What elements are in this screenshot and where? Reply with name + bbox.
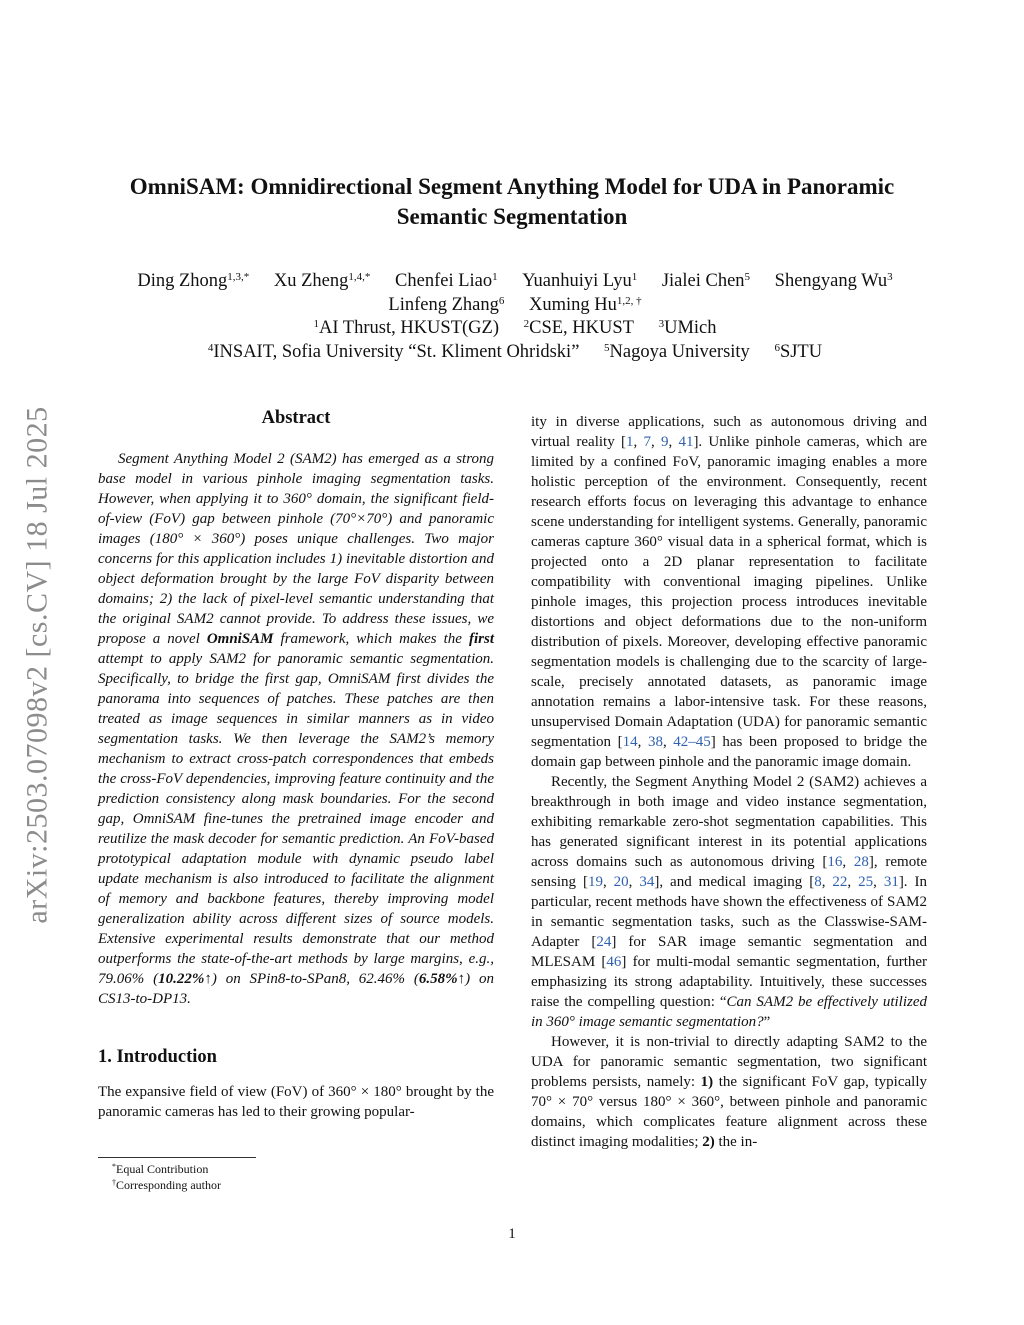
left-column <box>98 408 494 1122</box>
author: Ding Zhong$^{1,3,*}$ <box>137 271 250 291</box>
citation-link[interactable]: 1 <box>625 434 634 450</box>
author: Chenfei Liao$^1$ <box>395 271 498 291</box>
citation-link[interactable]: 22 <box>832 874 848 890</box>
affiliation: $^6$SJTU <box>774 341 823 362</box>
citation-link[interactable]: 24 <box>596 934 612 950</box>
affiliation: $^2$CSE, HKUST <box>523 318 634 338</box>
affiliation-row-1 <box>90 317 940 341</box>
author: Xu Zheng$^{1,4,*}$ <box>273 271 371 291</box>
body-paragraph-2: Recently, the Segment Anything Model 2 (SAM2) achieves a breakthrough in both image and video instance segmentation, exhibiting remarkable zero-shot segmentation capabilities. This has generated significant interest in its potential applications across domains such as autonomous driving [16, 28], remote sensing [19, 20, 34], and medical imaging [8, 22, 25, 31]. In particular, recent methods have shown the effectiveness of SAM2 in semantic segmentation tasks, such as the Classwise-SAM-Adapter [24] for SAR image semantic segmentation and MLESAM [46] for multi-modal semantic segmentation, further emphasizing its strong adaptability. Intuitively, these successes raise the compelling question: “Can SAM2 be effectively utilized in 360° image semantic segmentation?” <box>531 774 928 1030</box>
citation-link[interactable]: 34 <box>639 874 655 890</box>
citation-link[interactable]: 28 <box>853 854 869 870</box>
citation-link[interactable]: 38 <box>647 734 663 750</box>
author: Linfeng Zhang$^6$ <box>388 294 505 315</box>
arxiv-id: arXiv:2503.07098v2 [cs.CV] 18 Jul 2025 <box>21 406 55 924</box>
affiliation-row-2 <box>90 341 940 365</box>
author: Yuanhuiyi Lyu$^1$ <box>522 271 638 291</box>
author-block <box>90 270 940 364</box>
citation-link[interactable]: 31 <box>883 874 899 890</box>
citation-link[interactable]: 25 <box>858 874 874 890</box>
author: Xuming $Hu^{1,2, \dagger}$ <box>528 294 642 315</box>
title-line-2: Semantic Segmentation <box>396 204 628 229</box>
affiliation: $^3$UMich <box>658 318 717 338</box>
footnote-corresponding-author: †Corresponding author <box>112 1178 221 1192</box>
citation-link[interactable]: 16 <box>827 854 843 870</box>
affiliation: $^5$Nagoya University <box>604 341 750 362</box>
author: Shengyang Wu$^3$ <box>774 271 893 291</box>
citation-link[interactable]: 8 <box>814 874 822 890</box>
body-paragraph-3: However, it is non-trivial to directly adapting SAM2 to the UDA for panoramic semantic segmentation, two significant problems persists, namely: 1) the significant FoV gap, typically 70° × 70° versus 180° × 360°, between pinhole and panoramic domains, which complicates feature alignment across these distinct imaging modalities; 2) the in- <box>531 1034 927 1150</box>
affiliation: $^4$INSAIT, Sofia University “St. Kliment Ohridski” <box>207 341 580 362</box>
citation-link[interactable]: 20 <box>613 874 629 890</box>
citation-link[interactable]: 14 <box>622 734 638 750</box>
author: Jialei Chen$^5$ <box>661 271 751 291</box>
author-row-1 <box>90 270 940 294</box>
intro-paragraph: The expansive field of view (FoV) of 360° × 180° brought by the panoramic cameras has led to their growing popular- <box>98 1084 494 1120</box>
right-column <box>531 412 927 1152</box>
arxiv-watermark <box>8 380 68 950</box>
author-row-2 <box>90 294 940 318</box>
abstract-heading: Abstract <box>261 408 331 428</box>
citation-link[interactable]: 46 <box>606 954 622 970</box>
affiliation: $^1$AI Thrust, HKUST(GZ) <box>313 318 499 338</box>
footnote-equal-contribution: *Equal Contribution <box>112 1162 209 1176</box>
page-number: 1 <box>508 1226 516 1242</box>
citation-link[interactable]: 19 <box>587 874 603 890</box>
footnote-rule <box>98 1157 256 1158</box>
intro-heading: 1. Introduction <box>98 1047 217 1067</box>
title-line-1: OmniSAM: Omnidirectional Segment Anything Model for UDA in Panoramic <box>129 174 895 199</box>
paper-title <box>100 172 924 232</box>
citation-link[interactable]: 41 <box>678 434 694 450</box>
citation-link[interactable]: 7 <box>643 434 651 450</box>
citation-link[interactable]: 42–45 <box>673 734 711 750</box>
citation-link[interactable]: 9 <box>660 434 669 450</box>
body-paragraph-1: ity in diverse applications, such as autonomous driving and virtual reality [1, 7, 9, 41]. Unlike pinhole cameras, which are limited by a confined FoV, panoramic imaging enables a more holistic perception of the environment. Consequently, recent research efforts focus on leveraging this advantage to enhance scene understanding for intelligent systems. Generally, panoramic cameras capture 360° visual data in a spherical format, which is projected onto a 2D planar representation to facilitate compatibility with conventional imaging pipelines. Unlike pinhole images, this projection process introduces inevitable distortions and object deformations due to the non-uniform distribution of pixels. Moreover, developing effective panoramic segmentation models is challenging due to the scarcity of large-scale, precisely annotated datasets, as panoramic image annotation remains a labor-intensive task. For these reasons, unsupervised Domain Adaptation (UDA) for panoramic semantic segmentation [14, 38, 42–45] has been proposed to bridge the domain gap between pinhole and the panoramic image domain. <box>531 414 928 770</box>
abstract-text: Segment Anything Model 2 (SAM2) has emerged as a strong base model in various pinhole imaging segmentation tasks. However, when applying it to 360° domain, the significant field-of-view (FoV) gap between pinhole (70°×70°) and panoramic images (180° × 360°) poses unique challenges. Two major concerns for this application includes 1) inevitable distortion and object deformation brought by the large FoV disparity between domains; 2) the lack of pixel-level semantic understanding that the original SAM2 cannot provide. To address these issues, we propose a novel OmniSAM framework, which makes the first attempt to apply SAM2 for panoramic semantic segmentation. Specifically, to bridge the first gap, OmniSAM first divides the panorama into sequences of patches. These patches are then treated as image sequences in similar manners as in video segmentation tasks. We then leverage the SAM2’s memory mechanism to extract cross-patch correspondences that embeds the cross-FoV dependencies, improving feature continuity and the prediction consistency along mask boundaries. For the second gap, OmniSAM fine-tunes the pretrained image encoder and reutilize the mask decoder for semantic prediction. An FoV-based prototypical adaptation module with dynamic pseudo label update mechanism is also introduced to facilitate the alignment of memory and backbone features, thereby improving model generalization ability across different sizes of source models. Extensive experimental results demonstrate that our method outperforms the state-of-the-art methods by large margins, e.g., 79.06% (10.22%↑) on SPin8-to-SPan8, 62.46% (6.58%↑) on CS13-to-DP13. <box>98 451 494 1007</box>
